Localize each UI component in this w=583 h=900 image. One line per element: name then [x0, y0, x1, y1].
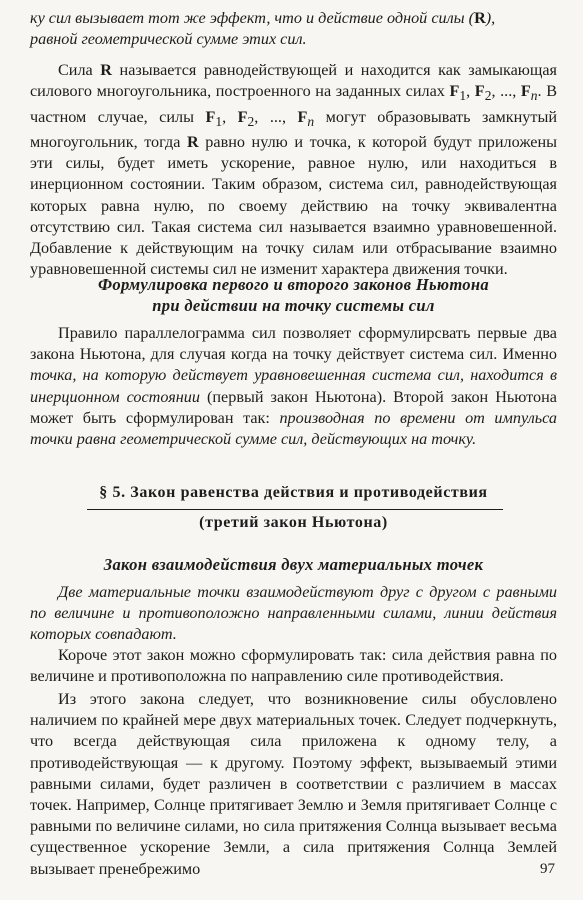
- page-number: 97: [540, 861, 555, 877]
- section-title: § 5. Закон равенства действия и противодействия: [99, 484, 488, 501]
- paragraph-text: ,: [222, 107, 238, 126]
- paragraph-text: равной геометрической сумме этих сил.: [30, 30, 307, 49]
- paragraph-text: могут образовывать замкнутый многоугольник, тогда: [30, 107, 558, 152]
- subheading-newton-laws: [30, 274, 557, 316]
- subscript: 2: [247, 113, 255, 129]
- vector-symbol: F: [474, 82, 485, 101]
- subheading-interaction-law: Закон взаимодействия двух материальных точек: [103, 555, 484, 574]
- paragraph-text: , ...,: [254, 107, 298, 126]
- subheading-line: при действии на точку системы сил: [152, 296, 435, 315]
- paragraph-short-form: Короче этот закон можно сформулировать так: сила действия равна по величине и противоположна по направлению силе противодействия.: [30, 646, 557, 686]
- paragraph-text: (первый закон Ньютона). Второй закон Ньютона может быть сформулирован так:: [30, 387, 557, 427]
- subscript: 1: [215, 113, 223, 129]
- subscript: 1: [459, 88, 467, 104]
- paragraph-text: ку сил вызывает тот же эффект, что и действие одной силы (: [30, 9, 475, 27]
- subheading-line: Формулировка первого и второго законов Ньютона: [97, 275, 490, 294]
- vector-symbol: R: [474, 9, 486, 27]
- paragraph-text: Правило параллелограмма сил позволяет сформулирсвать первые два закона Ньютона, для случая когда на точку действует система сил. Именно: [30, 324, 557, 364]
- paragraph-text: , ...,: [491, 82, 521, 101]
- section-divider: [87, 509, 503, 510]
- paragraph-text: Сила: [58, 61, 101, 79]
- paragraph-continuation: [30, 8, 557, 50]
- vector-symbol: F: [297, 107, 308, 126]
- paragraph-text: равно нулю и точка, к которой будут приложены эти силы, будет иметь ускорение, равное нулю, или находиться в инерционном состоянии. Таким образом, система сил, равнодействующая которых равна нулю, по своему действию на точку эквивалентна отсутствию сил. Такая система сил называется взаимно уравновешенной. Добавление к действующим на точку силам или отбрасывание взаимно уравновешенной системы сил не изменит характера движения точки.: [30, 133, 558, 279]
- subscript: n: [530, 88, 538, 104]
- vector-symbol: F: [237, 107, 248, 126]
- paragraph-resultant: [30, 60, 557, 281]
- vector-symbol: F: [520, 82, 531, 101]
- paragraph-consequences: Из этого закона следует, что возникновение силы обусловлено наличием по крайней мере двух материальных точек. Следует подчеркнуть, что всегда действующая сила приложена к одному телу, а противодействующая — к другому. Поэтому эффект, вызываемый этими равными силами, будет различен в соответствии с различием в массах точек. Например, Солнце притягивает Землю и Земля притягивает Солнце с равными по величине силами, но сила притяжения Солнца вызывает весьма существенное ускорение Земли, а сила притяжения Солнца Землей вызывает пренебрежимо: [30, 690, 557, 878]
- paragraph-text: . В частном случае, силы: [30, 82, 558, 126]
- paragraph-text: ,: [466, 82, 475, 101]
- vector-symbol: F: [205, 107, 216, 126]
- paragraph-text: называется равнодействующей и находится как замыкающая силового многоугольника, построенного на заданных силах: [30, 61, 557, 101]
- paragraph-text: ),: [485, 9, 496, 27]
- emphasis-text: производная по времени от импульса точки равна геометрической сумме сил, действующих на точку.: [30, 408, 557, 449]
- law-statement: Две материальные точки взаимодействуют друг с другом с равными по величине и противоположно направленными силами, линии действия которых совпадают.: [30, 583, 557, 644]
- vector-symbol: R: [187, 133, 199, 152]
- subscript: 2: [484, 88, 492, 104]
- vector-symbol: R: [100, 61, 112, 79]
- subscript: n: [307, 113, 315, 129]
- paragraph-newton-laws: [30, 323, 557, 450]
- vector-symbol: F: [449, 82, 460, 101]
- section-subtitle: (третий закон Ньютона): [199, 514, 388, 531]
- emphasis-text: точка, на которую действует уравновешенная система сил, находится в инерционном состоянии: [30, 366, 557, 406]
